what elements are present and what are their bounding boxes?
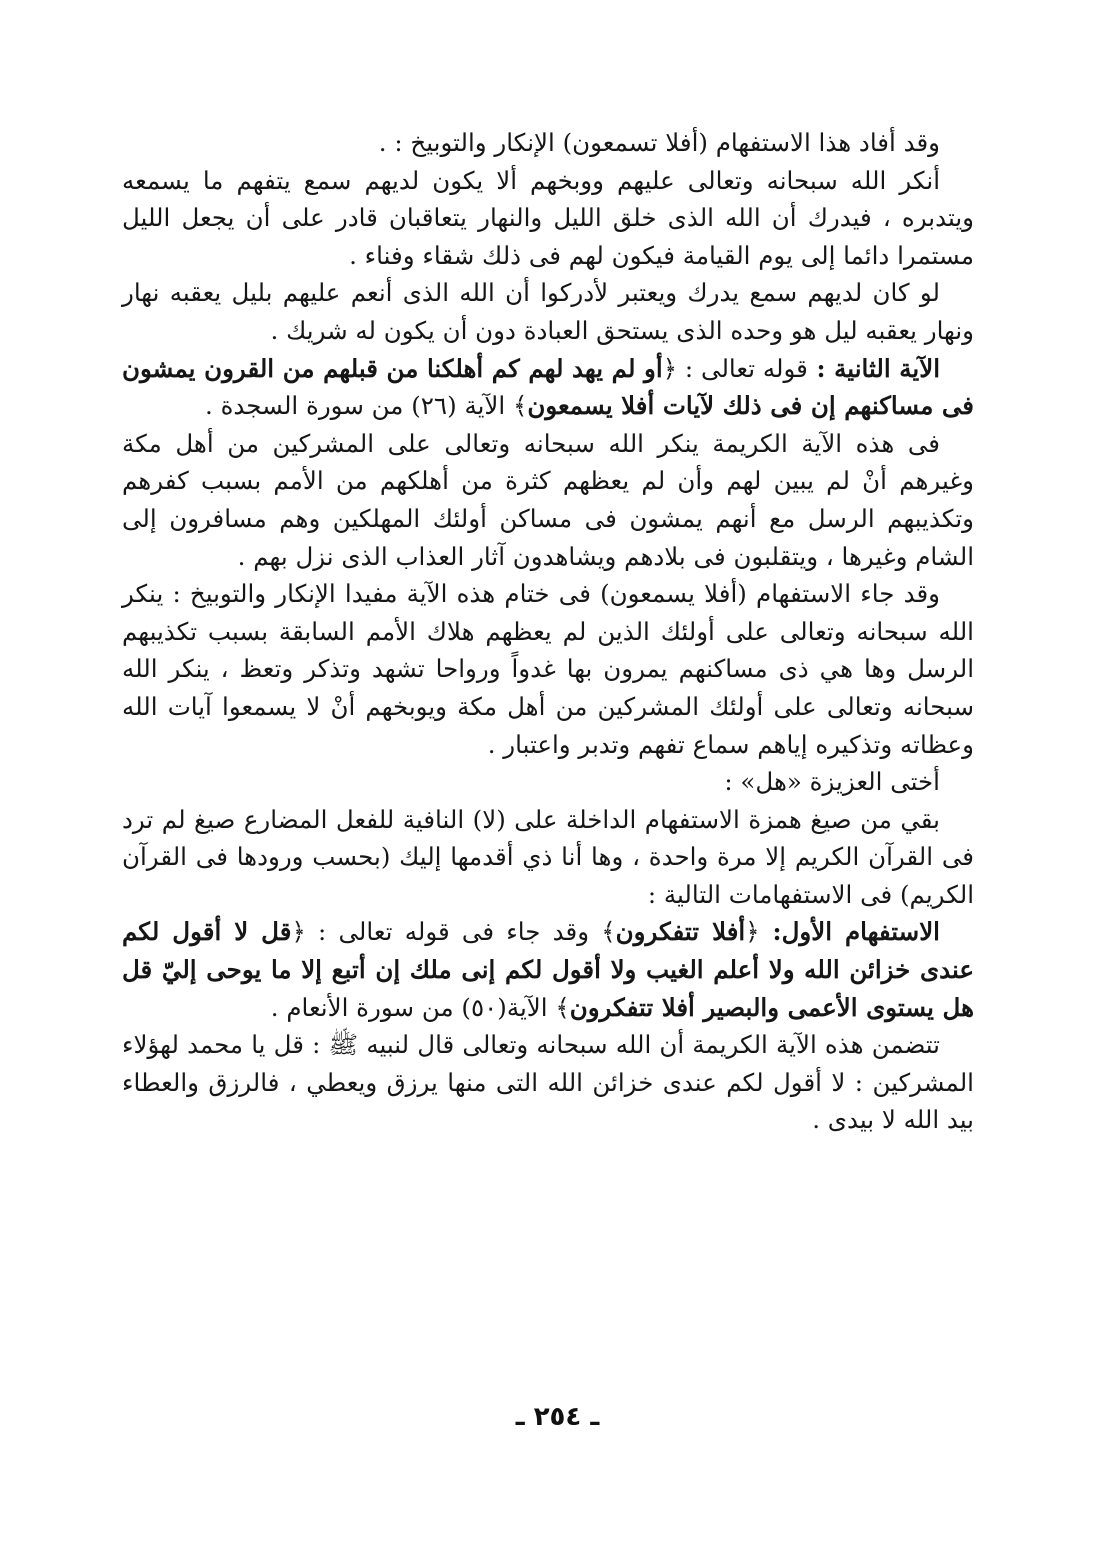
question-quote: أفلا تتفكرون bbox=[615, 917, 746, 947]
quote-connector: ﴾ وقد جاء فى قوله تعالى : ﴿ bbox=[291, 917, 616, 947]
section-heading: أختى العزيزة «هل» : bbox=[724, 767, 940, 797]
verse-label: الآية الثانية : bbox=[807, 353, 941, 383]
question-label: الاستفهام الأول: bbox=[759, 917, 940, 947]
verse-quote: أو لم يهد لهم كم أهلكنا من قبلهم من القرون يمشون فى مساكنهم إن فى ذلك لآيات أفلا يسمعون bbox=[122, 353, 974, 421]
body-text bbox=[122, 124, 974, 1139]
verse-quote-2: قل لا أقول لكم عندى خزائن الله ولا أعلم الغيب ولا أقول لكم إنى ملك إن أتبع إلا ما يوحى إليّ قل هل يستوى الأعمى والبصير أفلا تتفكرون bbox=[122, 917, 974, 1022]
paragraph-3: لو كان لديهم سمع يدرك ويعتبر لأدركوا أن الله الذى أنعم عليهم بليل يعقبه نهار ونهار يعقبه ليل هو وحده الذى يستحق العبادة دون أن يكون له شريك . bbox=[122, 278, 974, 345]
page-number: ـ ٢٥٤ ـ bbox=[515, 1402, 600, 1432]
paragraph-9 bbox=[122, 913, 974, 1026]
paragraph-1: وقد أفاد هذا الاستفهام (أفلا تسمعون) الإنكار والتوبيخ : . bbox=[378, 128, 940, 157]
paragraph-2: أنكر الله سبحانه وتعالى عليهم ووبخهم ألا يكون لديهم سمع يتفهم ما يسمعه ويتدبره ، فيدرك أن الله الذى خلق الليل والنهار يتعاقبان قادر على أن يجعل الليل مستمرا دائما إلى يوم القيامة فيكون لهم فى ذلك شقاء وفناء . bbox=[122, 165, 974, 270]
paragraph-10: تتضمن هذه الآية الكريمة أن الله سبحانه وتعالى قال لنبيه ﷺ : قل يا محمد لهؤلاء المشركين : لا أقول لكم عندى خزائن الله التى منها يرزق ويعطي ، فالرزق والعطاء بيد الله لا بيدى . bbox=[122, 1030, 974, 1135]
verse-reference: ﴾ الآية (٢٦) من سورة السجدة . bbox=[205, 391, 528, 421]
verse-intro: قوله تعالى : ﴿ bbox=[662, 353, 808, 383]
paragraph-8: بقي من صيغ همزة الاستفهام الداخلة على (لا) النافية للفعل المضارع صيغ لم ترد فى القرآن الكريم إلا مرة واحدة ، وها أنا ذي أقدمها إليك (بحسب ورودها فى القرآن الكريم) فى الاستفهامات التالية : bbox=[122, 804, 974, 909]
paragraph-6: وقد جاء الاستفهام (أفلا يسمعون) فى ختام هذه الآية مفيدا الإنكار والتوبيخ : ينكر الله سبحانه وتعالى على أولئك الذين لم يعظهم هلاك الأمم السابقة بسبب تكذيبهم الرسل وها هي ذى مساكنهم يمرون بها غدواً ورواحا تشهد وتذكر وتعظ ، ينكر الله سبحانه وتعالى على أولئك المشركين من أهل مكة ويوبخهم أنْ لا يسمعوا آيات الله وعظاته وتذكيره إياهم سماع تفهم وتدبر واعتبار . bbox=[122, 579, 974, 759]
verse-reference-2: ﴾ الآية(٥٠) من سورة الأنعام . bbox=[270, 992, 570, 1022]
paragraph-5: فى هذه الآية الكريمة ينكر الله سبحانه وتعالى على المشركين من أهل مكة وغيرهم أنْ لم يبين لهم وأن لم يعظهم كثرة من أهلكهم من الأمم بسبب كفرهم وتكذيبهم الرسل مع أنهم يمشون فى مساكن أولئك المهلكين وهم مسافرون إلى الشام وغيرها ، ويتقلبون فى بلادهم ويشاهدون آثار العذاب الذى نزل بهم . bbox=[122, 428, 974, 571]
paragraph-4 bbox=[122, 350, 974, 425]
quote-open: ﴿ bbox=[745, 917, 760, 947]
